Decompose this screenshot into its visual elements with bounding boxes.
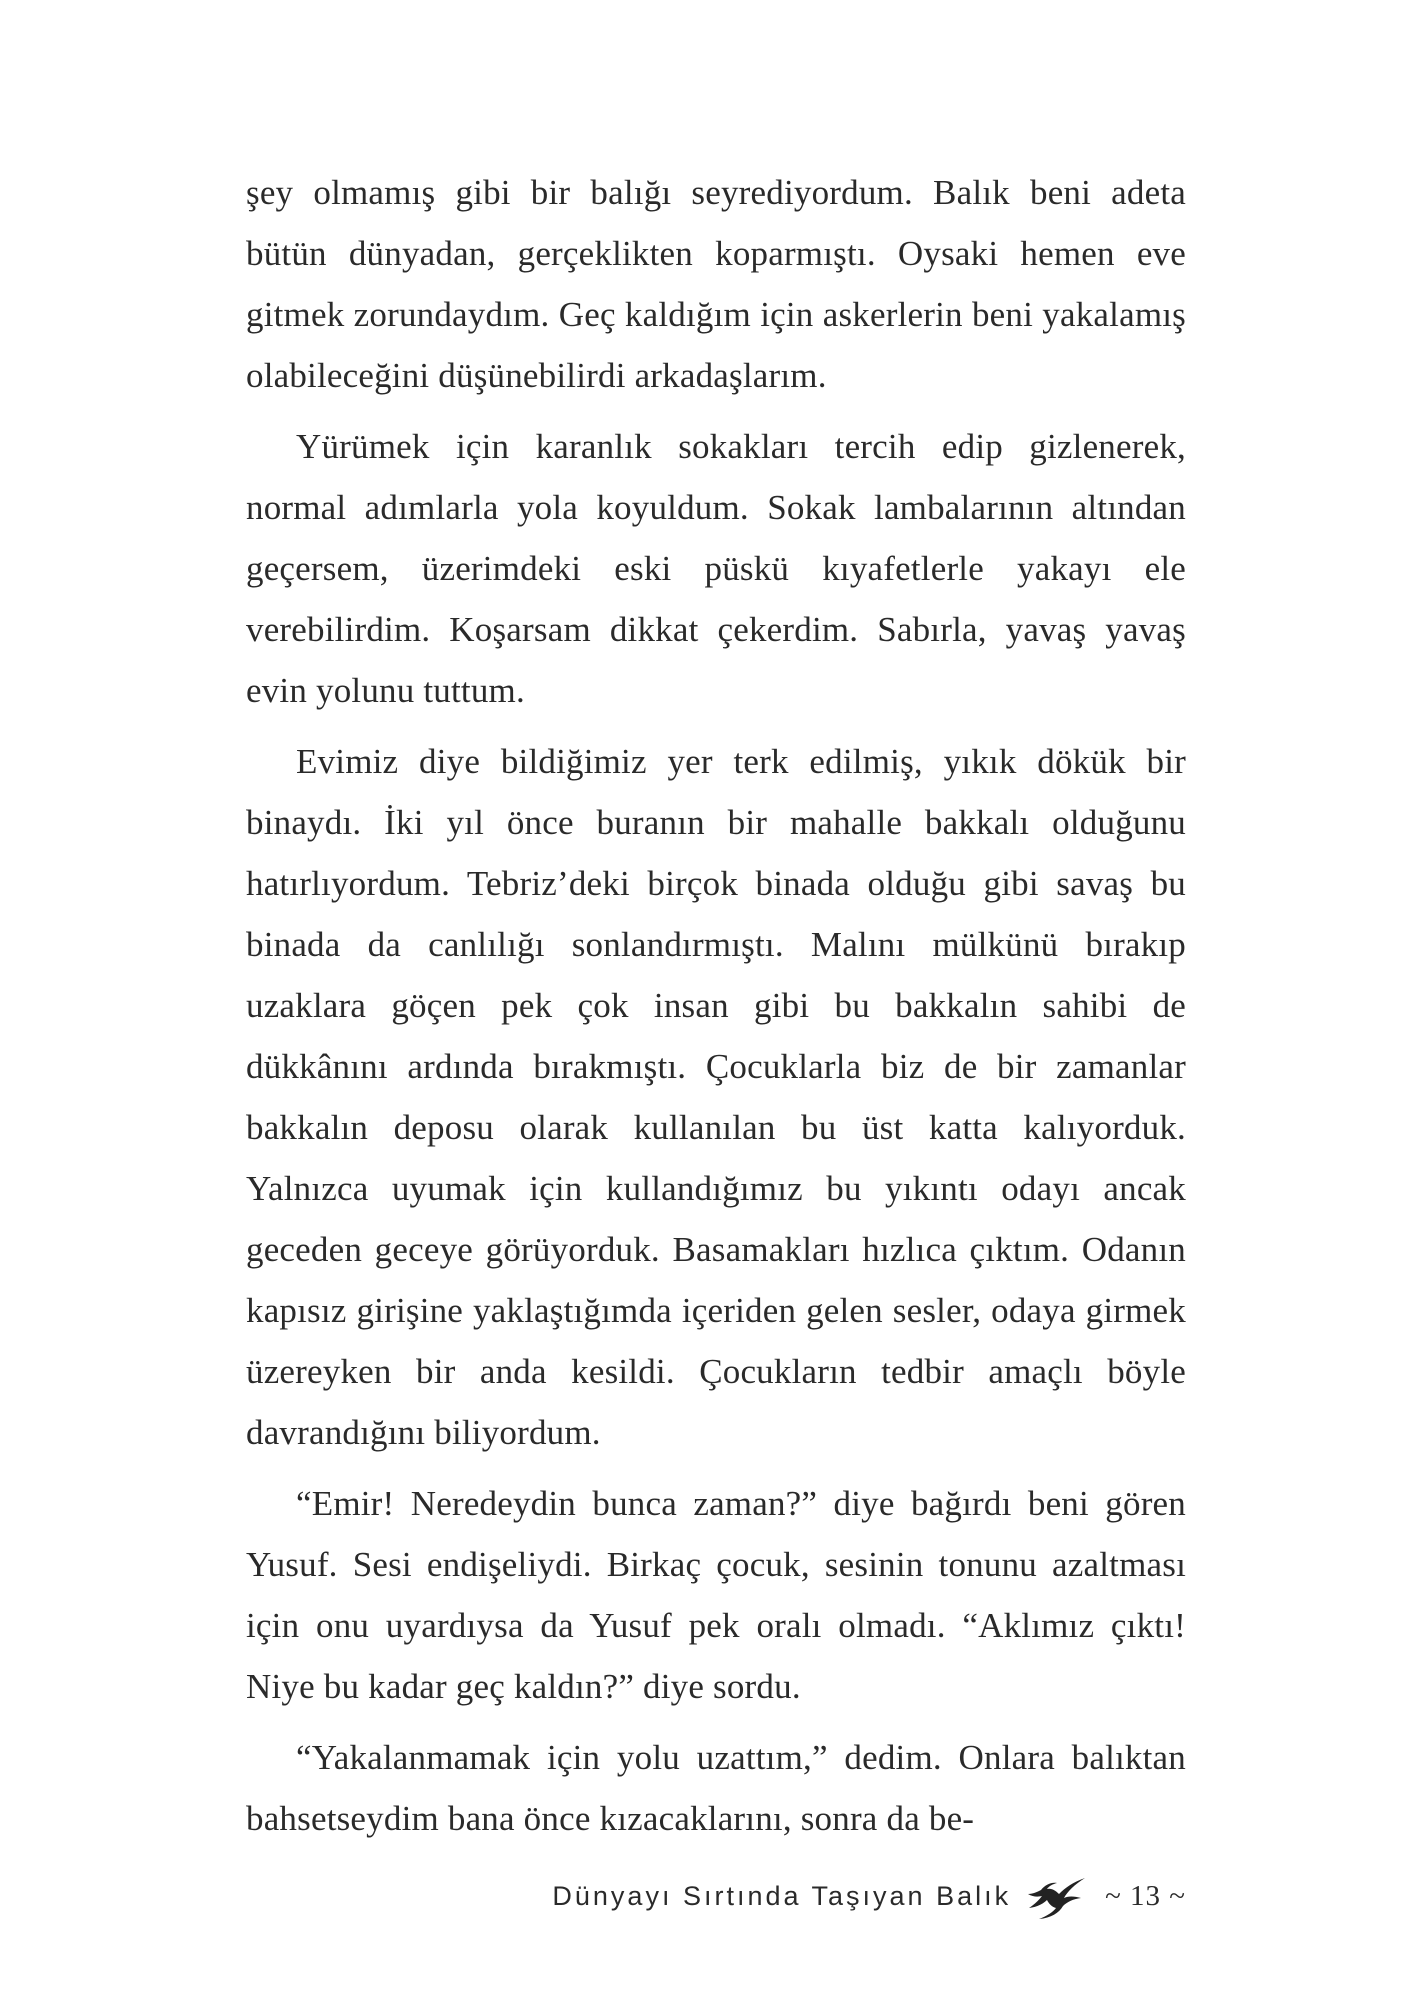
- paragraph-4: “Emir! Neredeydin bunca zaman?” diye bağırdı beni gören Yusuf. Sesi endişeliydi. Birkaç çocuk, sesinin tonunu azaltması için onu uyardıysa da Yusuf pek oralı olmadı. “Aklımız çıktı! Niye bu kadar geç kaldın?” diye sordu.: [246, 1484, 1186, 1706]
- paragraph-5: “Yakalanmamak için yolu uzattım,” dedim. Onlara balıktan bahsetseydim bana önce kızacaklarını, sonra da be-: [246, 1738, 1186, 1838]
- paragraph-3: Evimiz diye bildiğimiz yer terk edilmiş, yıkık dökük bir binaydı. İki yıl önce buranın bir mahalle bakkalı olduğunu hatırlıyordum. Tebriz’deki birçok binada olduğu gibi savaş bu binada da canlılığı sonlandırmıştı. Malını mülkünü bırakıp uzaklara göçen pek çok insan gibi bu bakkalın sahibi de dükkânını ardında bırakmıştı. Çocuklarla biz de bir zamanlar bakkalın deposu olarak kullanılan bu üst katta kalıyorduk. Yalnızca uyumak için kullandığımız bu yıkıntı odayı ancak geceden geceye görüyorduk. Basamakları hızlıca çıktım. Odanın kapısız girişine yaklaştığımda içeriden gelen sesler, odaya girmek üzereyken bir anda kesildi. Çocukların tedbir amaçlı böyle davrandığını biliyordum.: [246, 742, 1186, 1452]
- body-text: [246, 162, 1186, 1859]
- running-footer: [552, 1866, 1186, 1926]
- paragraph-1: şey olmamış gibi bir balığı seyrediyordum. Balık beni adeta bütün dünyadan, gerçeklikten koparmıştı. Oysaki hemen eve gitmek zorundaydım. Geç kaldığım için askerlerin beni yakalamış olabileceğini düşünebilirdi arkadaşlarım.: [246, 173, 1186, 395]
- swallow-bird-icon: [1025, 1872, 1087, 1920]
- page-number: ~ 13 ~: [1105, 1879, 1186, 1912]
- paragraph-2: Yürümek için karanlık sokakları tercih edip gizlenerek, normal adımlarla yola koyuldum. Sokak lambalarının altından geçersem, üzerimdeki eski püskü kıyafetlerle yakayı ele verebilirdim. Koşarsam dikkat çekerdim. Sabırla, yavaş yavaş evin yolunu tuttum.: [246, 427, 1186, 710]
- footer-book-title: Dünyayı Sırtında Taşıyan Balık: [552, 1880, 1012, 1911]
